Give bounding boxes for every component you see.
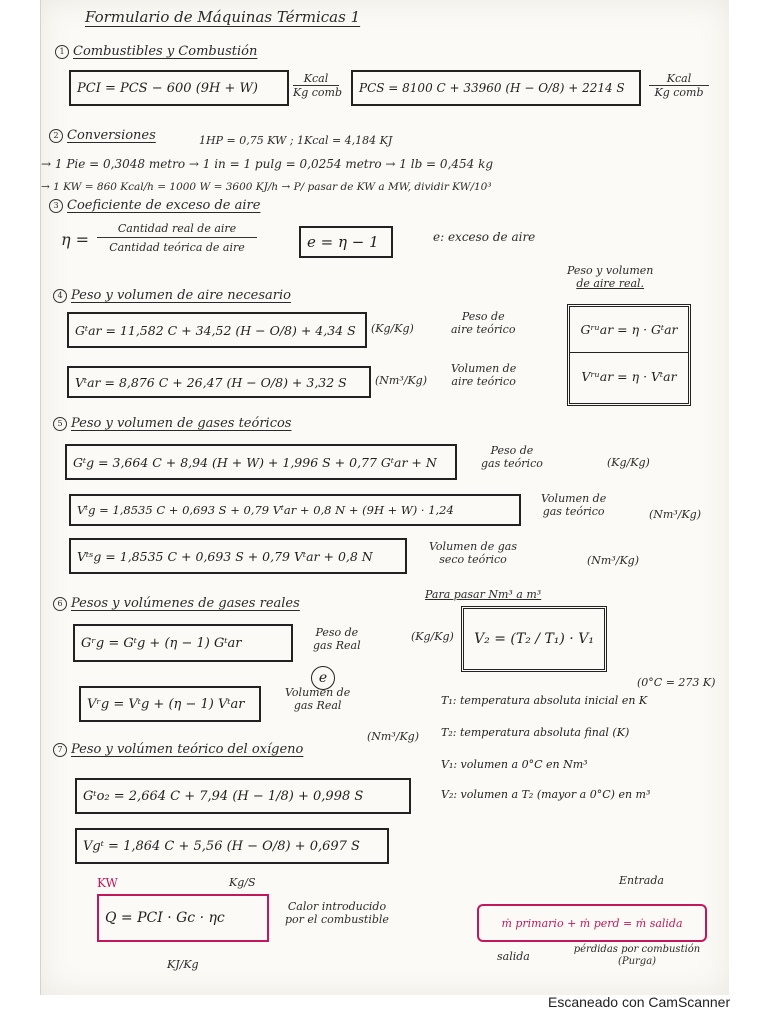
kgs-label: Kg/S (229, 876, 256, 889)
aire-real-title-1: Peso y volumen (567, 264, 654, 277)
v2-definition: V₂: volumen a T₂ (mayor a 0°C) en m³ (441, 788, 651, 801)
reales-g-unit: (Kg/Kg) (411, 630, 454, 643)
eta-label: η = (61, 230, 90, 249)
v2-formula: V₂ = (T₂ / T₁) · V₁ (474, 631, 594, 647)
pcs-unit (649, 72, 709, 99)
pasar-title: Para pasar Nm³ a m³ (425, 588, 542, 601)
pcs-unit-bottom: Kg comb (654, 86, 704, 99)
conversion-line-3: → 1 KW = 860 Kcal/h = 1000 W = 3600 KJ/h → P/ pasar de KW a MW, dividir KW/10³ (41, 181, 492, 193)
section-heading-oxigeno: 7 Peso y volúmen teórico del oxígeno (53, 742, 303, 757)
eta-numerator: Cantidad real de aire (97, 222, 257, 238)
aire-g-desc (451, 310, 515, 336)
t2-definition: T₂: temperatura absoluta final (K) (441, 726, 630, 739)
aire-v-formula-box: Vᵗar = 8,876 C + 26,47 (H − O/8) + 3,32 S (67, 366, 371, 398)
eta-denominator: Cantidad teórica de aire (109, 241, 245, 254)
gases-vs-desc (429, 540, 517, 566)
section-heading-combustion: 1 Combustibles y Combustión (55, 44, 257, 59)
pci-formula-box: PCI = PCS − 600 (9H + W) (69, 70, 289, 106)
reales-g-formula-box: Gʳg = Gᵗg + (η − 1) Gᵗar (73, 624, 293, 662)
section-heading-gases-reales-text: Pesos y volúmenes de gases reales (71, 596, 300, 611)
oxigeno-g-formula-box: Gᵗo₂ = 2,664 C + 7,94 (H − 1/8) + 0,998 S (75, 778, 411, 814)
exceso-formula-box: e = η − 1 (299, 226, 393, 258)
section-heading-exceso: 3 Coeficiente de exceso de aire (49, 198, 260, 213)
conversion-line-1: 1HP = 0,75 KW ; 1Kcal = 4,184 KJ (199, 134, 393, 147)
aire-real-title (567, 264, 653, 290)
aire-v-desc (451, 362, 516, 388)
section-heading-conversiones: 2 Conversiones (49, 128, 156, 143)
aire-g-desc-2: aire teórico (451, 323, 516, 336)
aire-real-title-2: de aire real. (576, 277, 645, 290)
calor-formula: Q = PCI · Gc · ηc (105, 910, 225, 926)
gases-g-desc-2: gas teórico (481, 457, 543, 470)
section-heading-exceso-text: Coeficiente de exceso de aire (67, 198, 261, 213)
aire-real-v-formula: Vʳᵘar = η · Vᵗar (581, 368, 677, 384)
scanner-watermark: Escaneado con CamScanner (548, 994, 731, 1010)
calor-desc (285, 900, 389, 926)
aire-g-desc-1: Peso de (461, 310, 505, 323)
reales-g-desc (313, 626, 361, 652)
section-heading-oxigeno-text: Peso y volúmen teórico del oxígeno (71, 742, 304, 757)
section-heading-conversiones-text: Conversiones (67, 128, 156, 143)
kjkg-label: KJ/Kg (167, 958, 199, 971)
gases-g-desc (481, 444, 543, 470)
conversion-line-2: → 1 Pie = 0,3048 metro → 1 in = 1 pulg = 0,0254 metro → 1 lb = 0,454 kg (41, 157, 494, 171)
exceso-legend: e: exceso de aire (433, 230, 536, 244)
aire-real-g-formula: Gʳᵘar = η · Gᵗar (570, 307, 688, 353)
gases-vs-unit: (Nm³/Kg) (587, 554, 640, 567)
aire-g-formula-box: Gᵗar = 11,582 C + 34,52 (H − O/8) + 4,34 S (67, 312, 367, 348)
v2-formula-box (461, 606, 607, 672)
perdidas-label: pérdidas por combustión (Purga) (573, 944, 701, 967)
section-heading-aire-text: Peso y volumen de aire necesario (71, 288, 291, 303)
gases-v-desc-2: gas teórico (542, 505, 605, 518)
section-heading-gases-teoricos: 5 Peso y volumen de gases teóricos (53, 416, 291, 431)
exceso-e-circle: e (311, 666, 335, 690)
gases-v-desc-1: Volumen de (541, 492, 607, 505)
aire-g-unit: (Kg/Kg) (371, 322, 414, 335)
page-title: Formulario de Máquinas Térmicas 1 (85, 8, 361, 26)
gases-g-unit: (Kg/Kg) (607, 456, 650, 469)
gases-v-unit: (Nm³/Kg) (649, 508, 702, 521)
section-heading-combustion-text: Combustibles y Combustión (73, 44, 258, 59)
calor-desc-2: por el combustible (285, 913, 389, 926)
eta-fraction (97, 222, 257, 254)
aire-v-desc-1: Volumen de (451, 362, 517, 375)
calor-desc-1: Calor introducido (287, 900, 387, 913)
entrada-label: Entrada (619, 874, 664, 887)
t1-definition: T₁: temperatura absoluta inicial en K (441, 694, 648, 707)
section-heading-aire: 4 Peso y volumen de aire necesario (53, 288, 291, 303)
reales-v-desc-1: Volumen de (285, 686, 351, 699)
reales-v-formula-box: Vʳg = Vᵗg + (η − 1) Vᵗar (79, 686, 261, 722)
zero-celsius-note: (0°C = 273 K) (637, 676, 716, 689)
gases-g-formula-box: Gᵗg = 3,664 C + 8,94 (H + W) + 1,996 S + 0,77 Gᵗar + N (65, 444, 457, 480)
reales-v-desc (285, 686, 350, 712)
pci-unit (293, 72, 343, 99)
kw-label: KW (97, 876, 118, 890)
v1-definition: V₁: volumen a 0°C en Nm³ (441, 758, 588, 771)
salida-label: salida (497, 950, 530, 963)
aire-real-box (567, 304, 691, 406)
aire-v-desc-2: aire teórico (451, 375, 516, 388)
gases-v-desc (541, 492, 606, 518)
gases-v-formula-box: Vᵗg = 1,8535 C + 0,693 S + 0,79 Vᵗar + 0,8 N + (9H + W) · 1,24 (69, 494, 521, 526)
mass-balance-box (477, 904, 707, 942)
gases-g-desc-1: Peso de (490, 444, 534, 457)
aire-v-unit: (Nm³/Kg) (375, 374, 428, 387)
reales-v-unit: (Nm³/Kg) (367, 730, 420, 743)
calor-formula-box (97, 894, 269, 942)
reales-v-desc-2: gas Real (293, 699, 342, 712)
gases-vs-formula-box: Vᵗˢg = 1,8535 C + 0,693 S + 0,79 Vᵗar + 0,8 N (69, 538, 407, 574)
oxigeno-v-formula-box: Vgᵗ = 1,864 C + 5,56 (H − O/8) + 0,697 S (75, 828, 389, 864)
reales-g-desc-1: Peso de (315, 626, 359, 639)
section-heading-gases-teoricos-text: Peso y volumen de gases teóricos (71, 416, 292, 431)
notebook-page (40, 0, 729, 995)
pci-unit-bottom: Kg comb (293, 86, 343, 99)
pcs-unit-top: Kcal (649, 72, 709, 86)
gases-vs-desc-1: Volumen de gas (429, 540, 517, 553)
pci-unit-top: Kcal (293, 72, 339, 86)
section-heading-gases-reales: 6 Pesos y volúmenes de gases reales (53, 596, 300, 611)
gases-vs-desc-2: seco teórico (439, 553, 507, 566)
mass-balance-formula: ṁ primario + ṁ perd = ṁ salida (501, 916, 683, 930)
pcs-formula-box: PCS = 8100 C + 33960 (H − O/8) + 2214 S (351, 70, 641, 106)
reales-g-desc-2: gas Real (313, 639, 361, 652)
